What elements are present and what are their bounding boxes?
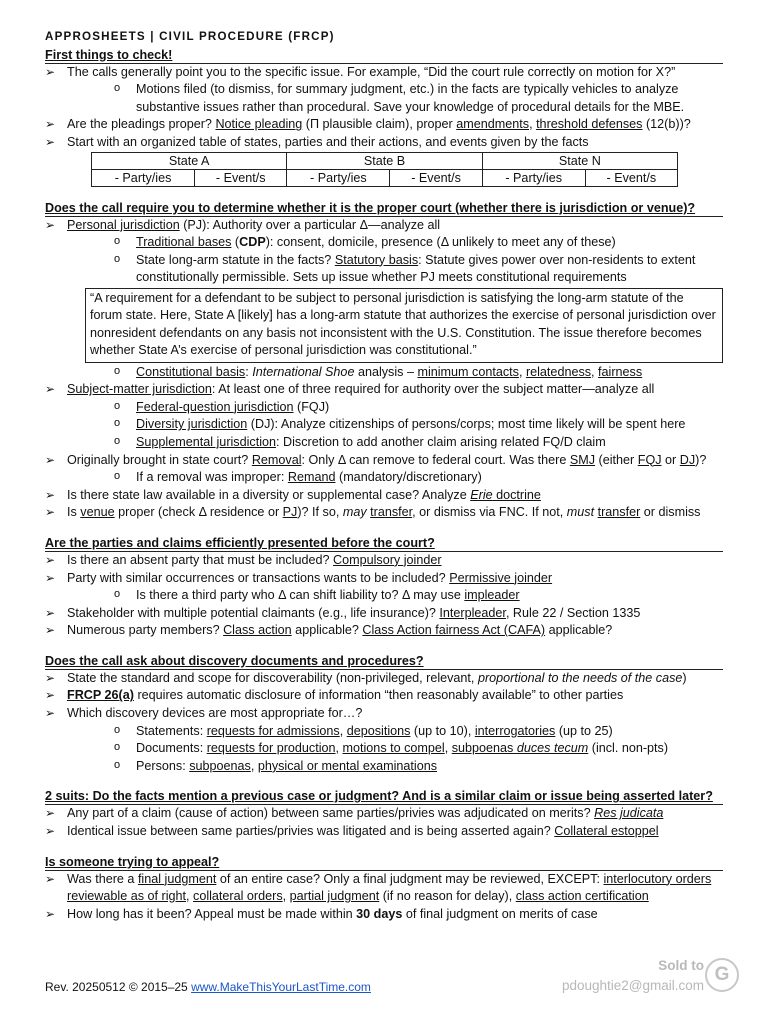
table-header-cell: State A bbox=[92, 152, 287, 169]
table-header-cell: State N bbox=[482, 152, 677, 169]
section-heading-discovery: Does the call ask about discovery documents and procedures? bbox=[45, 653, 723, 670]
sub-list-item: o If a removal was improper: Remand (mandatory/discretionary) bbox=[45, 469, 723, 487]
table-header-cell: State B bbox=[287, 152, 482, 169]
list-item: ➢ Personal jurisdiction (PJ): Authority over a particular Δ—analyze all bbox=[45, 217, 723, 235]
document-page bbox=[45, 28, 723, 923]
states-table bbox=[91, 152, 678, 187]
revision-text: Rev. 20250512 © 2015–25 bbox=[45, 980, 192, 994]
list-item: ➢ Was there a final judgment of an entire case? Only a final judgment may be reviewed, EXCEPT: interlocutory orders reviewable as of right, collateral orders, partial judgment (if no reason for delay), class action certification bbox=[45, 871, 723, 906]
sub-list-item: o Is there a third party who Δ can shift liability to? Δ may use impleader bbox=[45, 587, 723, 605]
list-item: ➢ The calls generally point you to the specific issue. For example, “Did the court rule correctly on motion for X?” bbox=[45, 64, 723, 82]
list-item: ➢ Stakeholder with multiple potential claimants (e.g., life insurance)? Interpleader, Rule 22 / Section 1335 bbox=[45, 605, 723, 623]
sub-list-item: o Documents: requests for production, motions to compel, subpoenas duces tecum (incl. non-pts) bbox=[45, 740, 723, 758]
buyer-email: pdoughtie2@gmail.com bbox=[561, 978, 704, 993]
section-heading-parties: Are the parties and claims efficiently presented before the court? bbox=[45, 535, 723, 552]
quote-box: “A requirement for a defendant to be subject to personal jurisdiction is satisfying the long-arm statute of the forum state. Here, State A [likely] has a long-arm statute that authorizes the exercise of personal jurisdiction over nonresident defendants on any basis not inconsistent with the U.S. Constitution. The issue therefore becomes whether State A’s exercise of personal jurisdiction was constitutional.” bbox=[85, 288, 723, 363]
table-cell: - Event/s bbox=[195, 169, 287, 186]
sold-to-watermark bbox=[562, 956, 704, 996]
section-heading-first: First things to check! bbox=[45, 47, 723, 64]
table-cell: - Party/ies bbox=[482, 169, 585, 186]
list-item: ➢ Identical issue between same parties/privies was litigated and is being asserted again? Collateral estoppel bbox=[45, 823, 723, 841]
table-cell: - Party/ies bbox=[92, 169, 195, 186]
list-item: ➢ How long has it been? Appeal must be made within 30 days of final judgment on merits of case bbox=[45, 906, 723, 924]
sub-list-item: o Constitutional basis: International Shoe analysis – minimum contacts, relatedness, fairness bbox=[45, 364, 723, 382]
sold-to-label: Sold to bbox=[658, 958, 704, 973]
sub-list-item: o State long-arm statute in the facts? Statutory basis: Statute gives power over non-residents to extent constitutionally permissible. Sets up issue whether PJ meets constitutional requirements bbox=[45, 252, 723, 287]
seller-logo-icon: G bbox=[705, 958, 739, 992]
sub-list-item: o Statements: requests for admissions, depositions (up to 10), interrogatories (up to 25) bbox=[45, 723, 723, 741]
list-item: ➢ Originally brought in state court? Removal: Only Δ can remove to federal court. Was there SMJ (either FQJ or DJ)? bbox=[45, 452, 723, 470]
sub-list-item: o Motions filed (to dismiss, for summary judgment, etc.) in the facts are typically vehicles to analyze substantive issues rather than procedural. Save your knowledge of procedural details for the MBE. bbox=[45, 81, 723, 116]
list-item: ➢ Is venue proper (check Δ residence or PJ)? If so, may transfer, or dismiss via FNC. If not, must transfer or dismiss bbox=[45, 504, 723, 522]
list-item: ➢ Subject-matter jurisdiction: At least one of three required for authority over the subject matter—analyze all bbox=[45, 381, 723, 399]
table-cell: - Party/ies bbox=[287, 169, 390, 186]
website-link[interactable]: www.MakeThisYourLastTime.com bbox=[191, 980, 371, 994]
list-item: ➢ Are the pleadings proper? Notice pleading (Π plausible claim), proper amendments, threshold defenses (12(b))? bbox=[45, 116, 723, 134]
list-item: ➢ Any part of a claim (cause of action) between same parties/privies was adjudicated on merits? Res judicata bbox=[45, 805, 723, 823]
sub-list-item: o Traditional bases (CDP): consent, domicile, presence (Δ unlikely to meet any of these) bbox=[45, 234, 723, 252]
list-item: ➢ Which discovery devices are most appropriate for…? bbox=[45, 705, 723, 723]
list-item: ➢ Is there state law available in a diversity or supplemental case? Analyze Erie doctrine bbox=[45, 487, 723, 505]
section-heading-appeal: Is someone trying to appeal? bbox=[45, 854, 723, 871]
sub-list-item: o Federal-question jurisdiction (FQJ) bbox=[45, 399, 723, 417]
sub-list-item: o Supplemental jurisdiction: Discretion to add another claim arising related FQ/D claim bbox=[45, 434, 723, 452]
footer bbox=[45, 980, 371, 994]
list-item: ➢ Numerous party members? Class action applicable? Class Action fairness Act (CAFA) applicable? bbox=[45, 622, 723, 640]
list-item: ➢ FRCP 26(a) requires automatic disclosure of information “then reasonably available” to other parties bbox=[45, 687, 723, 705]
list-item: ➢ Party with similar occurrences or transactions wants to be included? Permissive joinder bbox=[45, 570, 723, 588]
sub-list-item: o Persons: subpoenas, physical or mental examinations bbox=[45, 758, 723, 776]
table-cell: - Event/s bbox=[585, 169, 677, 186]
list-item: ➢ Is there an absent party that must be included? Compulsory joinder bbox=[45, 552, 723, 570]
section-heading-suits: 2 suits: Do the facts mention a previous case or judgment? And is a similar claim or issue being asserted later? bbox=[45, 788, 723, 805]
sub-list-item: o Diversity jurisdiction (DJ): Analyze citizenships of persons/corps; most time likely will be spent here bbox=[45, 416, 723, 434]
list-item: ➢ Start with an organized table of states, parties and their actions, and events given by the facts bbox=[45, 134, 723, 152]
document-title: APPROSHEETS | CIVIL PROCEDURE (FRCP) bbox=[45, 30, 335, 43]
table-cell: - Event/s bbox=[390, 169, 482, 186]
list-item: ➢ State the standard and scope for discoverability (non-privileged, relevant, proportional to the needs of the case) bbox=[45, 670, 723, 688]
section-heading-jurisdiction: Does the call require you to determine whether it is the proper court (whether there is jurisdiction or venue)? bbox=[45, 200, 723, 217]
